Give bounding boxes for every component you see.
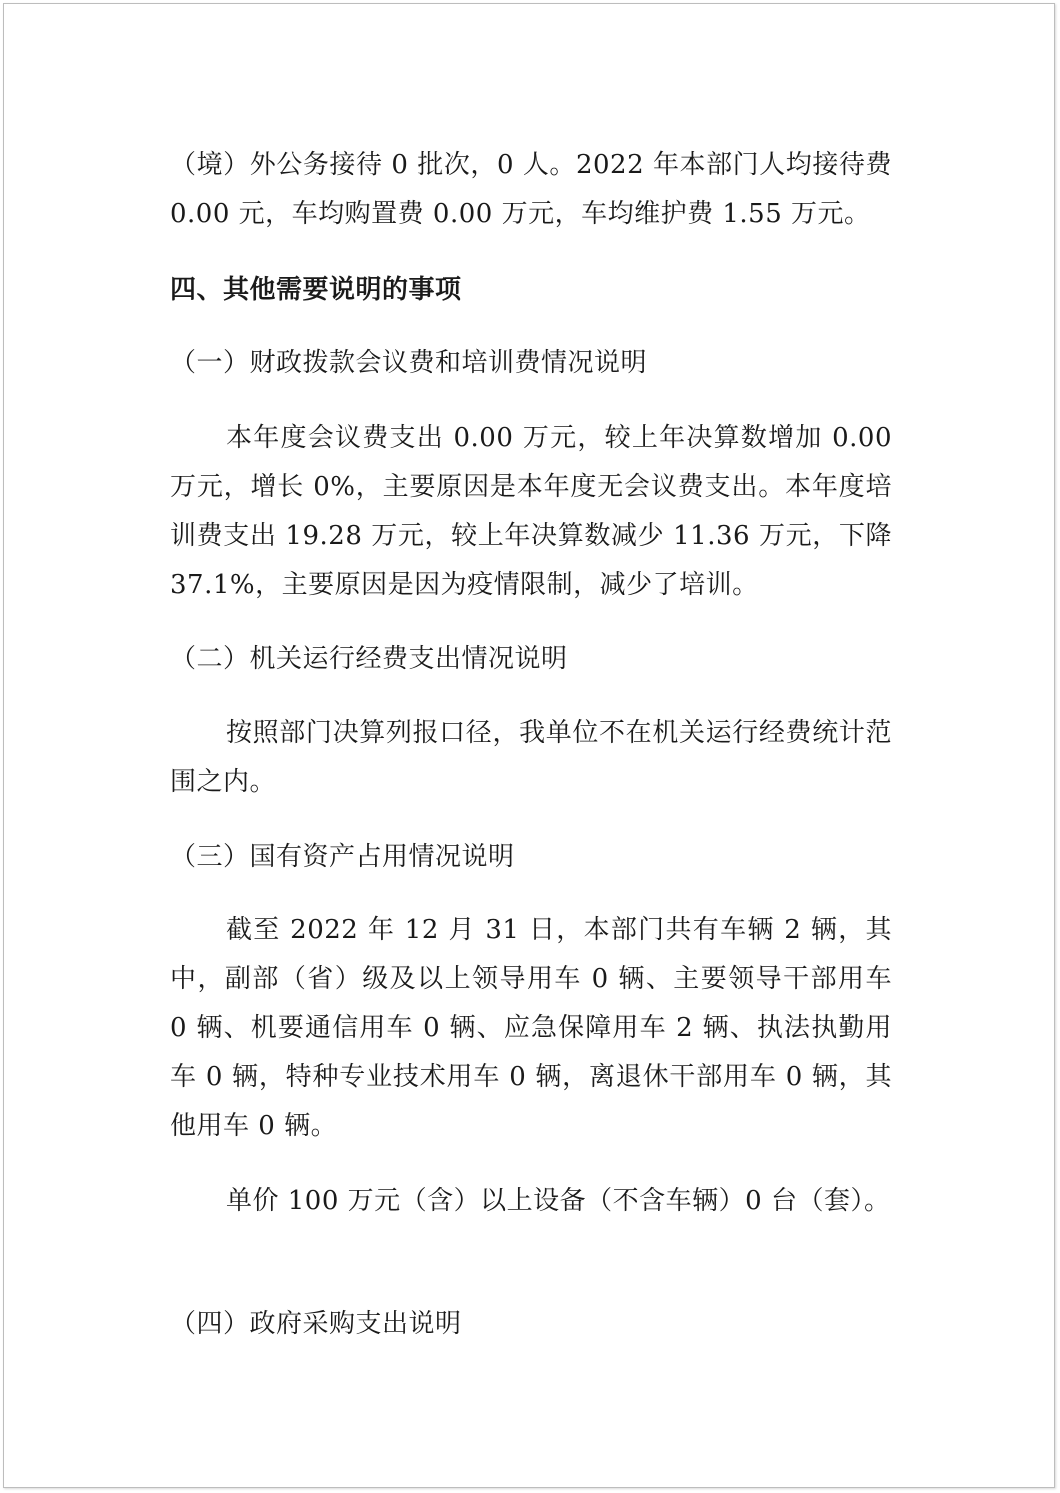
subsection-heading-procurement: （四）政府采购支出说明 (170, 1309, 462, 1339)
document-page (3, 3, 1055, 1488)
subsection-heading-operating-expenses: （二）机关运行经费支出情况说明 (170, 644, 568, 674)
subsection-heading-state-assets: （三）国有资产占用情况说明 (170, 842, 515, 872)
paragraph-vehicles: 截至 2022 年 12 月 31 日，本部门共有车辆 2 辆，其中，副部（省）级及以上领导用车 0 辆、主要领导干部用车 0 辆、机要通信用车 0 辆、应急保障用车 2 辆、执法执勤用车 0 辆，特种专业技术用车 0 辆，离退休干部用车 0 辆，其他用车 0 辆。 (170, 915, 901, 1141)
section-heading-other-matters: 四、其他需要说明的事项 (170, 275, 462, 305)
paragraph-equipment: 单价 100 万元（含）以上设备（不含车辆）0 台（套）。 (226, 1186, 891, 1216)
paragraph-meeting-training: 本年度会议费支出 0.00 万元，较上年决算数增加 0.00 万元，增长 0%，主要原因是本年度无会议费支出。本年度培训费支出 19.28 万元，较上年决算数减少 11.36 万元，下降 37.1%，主要原因是因为疫情限制，减少了培训。 (170, 423, 901, 600)
paragraph-reception-costs: （境）外公务接待 0 批次，0 人。2022 年本部门人均接待费 0.00 元，车均购置费 0.00 万元，车均维护费 1.55 万元。 (170, 150, 901, 229)
paragraph-operating-expenses: 按照部门决算列报口径，我单位不在机关运行经费统计范围之内。 (170, 718, 892, 797)
subsection-heading-meeting-training: （一）财政拨款会议费和培训费情况说明 (170, 348, 648, 378)
